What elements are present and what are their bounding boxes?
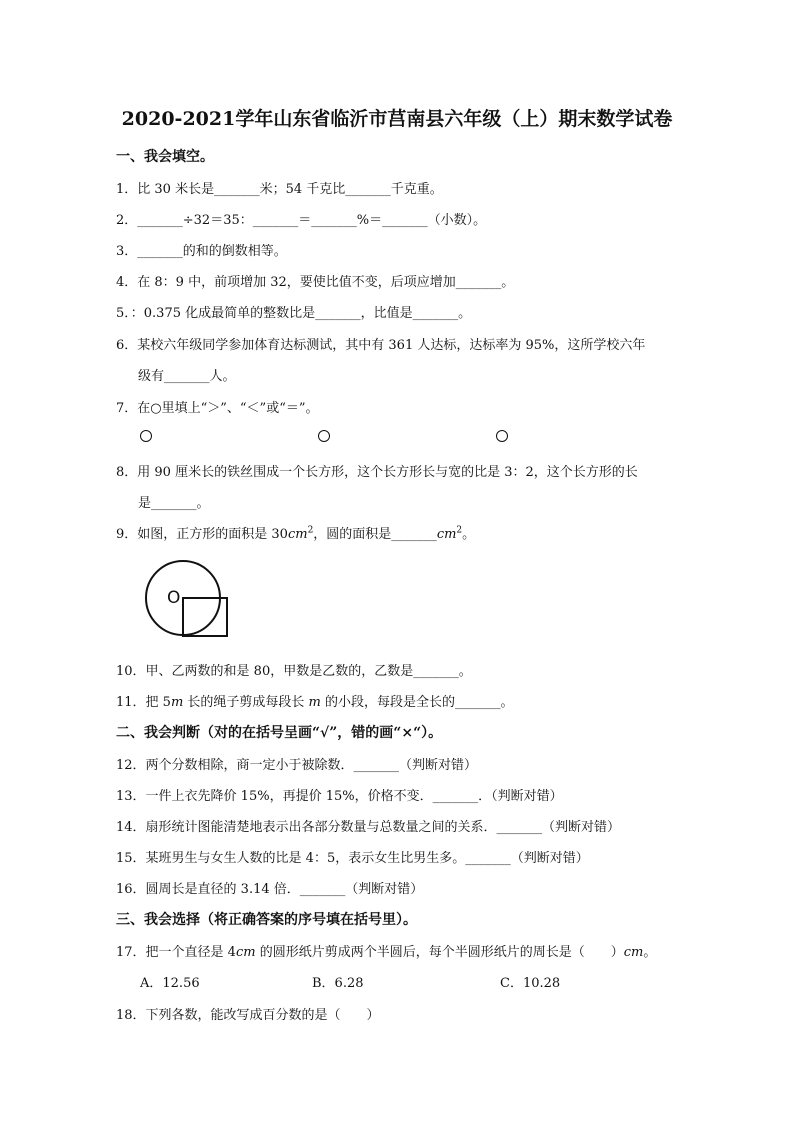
q9-text-end: 。 bbox=[462, 527, 476, 542]
question-6-line1: 6．某校六年级同学参加体育达标测试，其中有 361 人达标，达标率为 95%，这所学校六年 bbox=[116, 338, 646, 353]
question-4: 4．在 8：9 中，前项增加 32，要使比值不变，后项应增加_______。 bbox=[116, 275, 515, 290]
question-13: 13．一件上衣先降价 15%，再提价 15%，价格不变．_______．（判断对错） bbox=[116, 789, 563, 804]
figure-center-label: O bbox=[167, 588, 181, 608]
compare-circle-2 bbox=[318, 430, 330, 442]
question-7: 7．在○里填上“＞”、“＜”或“＝”。 bbox=[116, 401, 319, 416]
q17-option-a: A．12.56 bbox=[140, 976, 200, 991]
q9-sup: 2 bbox=[307, 525, 314, 536]
question-12: 12．两个分数相除，商一定小于被除数．_______（判断对错） bbox=[116, 758, 478, 773]
q11-text-mid: 长的绳子剪成每段长 bbox=[183, 695, 309, 710]
question-6-line2: 级有_______人。 bbox=[138, 369, 236, 384]
q17-text-pre: 17．把一个直径是 4 bbox=[116, 945, 236, 960]
q17-unit-cm: cm bbox=[235, 945, 256, 960]
q9-unit-cm: cm bbox=[287, 527, 308, 542]
question-3: 3．_______的和的倒数相等。 bbox=[116, 244, 287, 259]
q9-sup-2: 2 bbox=[456, 525, 463, 536]
question-9 bbox=[116, 523, 475, 542]
question-2: 2．_______÷32＝35：_______＝_______%＝_______（小数）。 bbox=[116, 213, 487, 228]
question-10: 10．甲、乙两数的和是 80，甲数是乙数的，乙数是_______。 bbox=[116, 664, 472, 679]
circle-square-figure bbox=[140, 560, 240, 646]
compare-circle-3 bbox=[496, 430, 508, 442]
question-1: 1．比 30 米长是_______米；54 千克比_______千克重。 bbox=[116, 182, 443, 197]
q11-unit-m: m bbox=[170, 695, 184, 710]
question-11 bbox=[116, 691, 514, 710]
question-15: 15．某班男生与女生人数的比是 4：5，表示女生比男生多。_______（判断对错） bbox=[116, 851, 589, 866]
question-17 bbox=[116, 941, 656, 960]
question-18: 18．下列各数，能改写成百分数的是（ ） bbox=[116, 1008, 380, 1023]
figure-svg bbox=[140, 560, 240, 642]
section-multiple-choice: 三、我会选择（将正确答案的序号填在括号里）。 bbox=[116, 912, 417, 928]
section-true-false: 二、我会判断（对的在括号呈画“√”，错的画“×“）。 bbox=[116, 725, 443, 741]
q9-text-pre: 9．如图，正方形的面积是 30 bbox=[116, 527, 288, 542]
question-8-line2: 是_______。 bbox=[138, 496, 210, 511]
question-5: 5．：0.375 化成最简单的整数比是_______，比值是_______。 bbox=[116, 306, 472, 321]
section-fill-blank: 一、我会填空。 bbox=[116, 149, 214, 165]
page-title: 2020-2021学年山东省临沂市莒南县六年级（上）期末数学试卷 bbox=[121, 108, 673, 130]
q9-unit-cm-2: cm bbox=[436, 527, 457, 542]
q17-unit-cm-2: cm bbox=[623, 945, 644, 960]
question-14: 14．扇形统计图能清楚地表示出各部分数量与总数量之间的关系．_______（判断对错） bbox=[116, 820, 621, 835]
q11-unit-m-2: m bbox=[308, 695, 321, 710]
question-8-line1: 8．用 90 厘米长的铁丝围成一个长方形，这个长方形长与宽的比是 3：2，这个长方形的长 bbox=[116, 465, 638, 480]
q11-text-end: 的小段，每段是全长的_______。 bbox=[320, 695, 514, 710]
q9-text-mid: ，圆的面积是_______ bbox=[313, 527, 437, 542]
compare-circle-1 bbox=[140, 430, 152, 442]
q17-text-end: 。 bbox=[643, 945, 657, 960]
q17-option-c: C．10.28 bbox=[500, 976, 561, 991]
question-16: 16．圆周长是直径的 3.14 倍．_______（判断对错） bbox=[116, 882, 424, 897]
q11-text-pre: 11．把 5 bbox=[116, 695, 171, 710]
q17-text-mid: 的圆形纸片剪成两个半圆后，每个半圆形纸片的周长是（ ） bbox=[255, 945, 624, 960]
q17-option-b: B．6.28 bbox=[312, 976, 364, 991]
